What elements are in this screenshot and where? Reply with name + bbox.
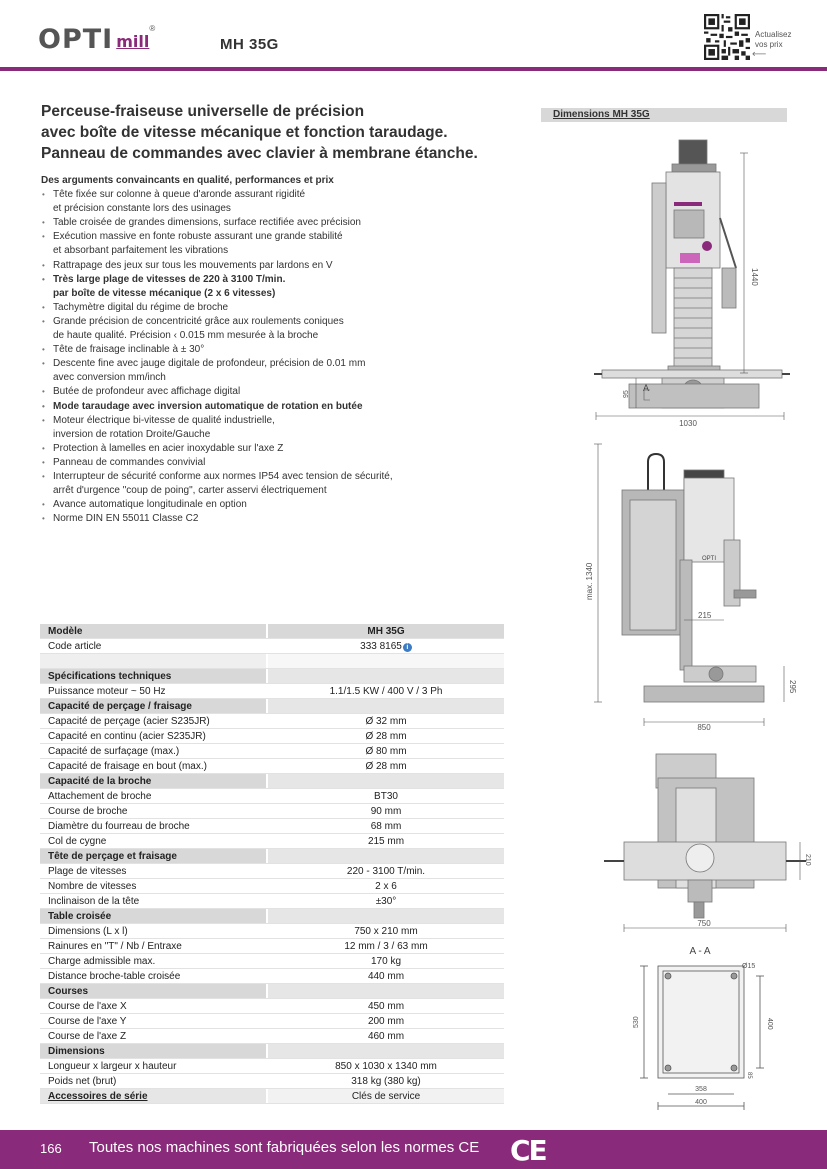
feature-item xyxy=(41,400,511,414)
spec-value: 318 kg (380 kg) xyxy=(351,1076,421,1087)
front-width-label: 1030 xyxy=(679,419,697,428)
feature-line: • Tête fixée sur colonne à queue d'aronde assurant rigidité xyxy=(53,189,306,201)
feature-line-cont: arrêt d'urgence "coup de poing", carter asservi électriquement xyxy=(53,485,327,497)
spec-row xyxy=(40,759,504,774)
front-small-label: 95 xyxy=(623,390,630,398)
feature-line: • Descente fine avec jauge digitale de profondeur, précision de 0.01 mm xyxy=(53,358,366,370)
feature-line: • Mode taraudage avec inversion automatique de rotation en butée xyxy=(53,400,363,412)
feature-item xyxy=(41,512,511,526)
spec-label: Longueur x largeur x hauteur xyxy=(40,1059,268,1073)
feature-line: • Butée de profondeur avec affichage digital xyxy=(53,386,241,398)
spec-label: Course de l'axe X xyxy=(40,999,268,1013)
feature-item xyxy=(41,259,511,273)
feature-line: • Panneau de commandes convivial xyxy=(53,456,206,468)
spec-code-label: Code article xyxy=(40,639,268,653)
spec-row xyxy=(40,1014,504,1029)
spec-value: Ø 28 mm xyxy=(365,761,407,772)
front-section-label: A xyxy=(643,383,650,393)
spec-label: Col de cygne xyxy=(40,834,268,848)
spec-row xyxy=(40,939,504,954)
feature-line: • Moteur électrique bi-vitesse de qualité industrielle, xyxy=(53,414,275,426)
header-accent-bar xyxy=(0,67,827,71)
top-view-drawing xyxy=(594,748,816,938)
spec-section-row xyxy=(40,669,504,684)
spec-row xyxy=(40,894,504,909)
feature-item xyxy=(41,315,511,343)
spec-header-value: MH 35G xyxy=(268,624,504,638)
feature-line: • Rattrapage des jeux sur tous les mouvements par lardons en V xyxy=(53,259,333,271)
spec-row xyxy=(40,744,504,759)
qr-code-icon[interactable] xyxy=(704,14,750,60)
arrow-left-icon: ⟵ xyxy=(752,49,767,60)
spec-row xyxy=(40,789,504,804)
footer-text: Toutes nos machines sont fabriquées selon les normes CE xyxy=(89,1139,480,1156)
spec-label: Charge admissible max. xyxy=(40,954,268,968)
spec-row xyxy=(40,879,504,894)
spec-value: 12 mm / 3 / 63 mm xyxy=(344,941,428,952)
brand-logo xyxy=(38,26,155,53)
spec-label: Nombre de vitesses xyxy=(40,879,268,893)
spec-accessories-value: Clés de service xyxy=(268,1089,504,1103)
spec-value: 750 x 210 mm xyxy=(354,926,418,937)
feature-item xyxy=(41,216,511,230)
spec-section-title: Courses xyxy=(40,984,268,998)
spec-row xyxy=(40,924,504,939)
section-small-label: 85 xyxy=(746,1072,752,1079)
spec-row xyxy=(40,1074,504,1089)
spec-value: 220 - 3100 T/min. xyxy=(346,866,426,877)
spec-value: Ø 32 mm xyxy=(365,716,407,727)
spec-table xyxy=(40,624,504,1104)
feature-line: • Tachymètre digital du régime de broche xyxy=(53,301,229,313)
spec-value: 850 x 1030 x 1340 mm xyxy=(335,1061,437,1072)
info-icon[interactable]: i xyxy=(403,643,412,652)
spec-section-row xyxy=(40,1044,504,1059)
spec-accessories-row xyxy=(40,1089,504,1104)
svg-text:OPTI: OPTI xyxy=(702,556,717,562)
spec-section-row xyxy=(40,699,504,714)
spec-label: Capacité de surfaçage (max.) xyxy=(40,744,268,758)
spec-label: Puissance moteur ~ 50 Hz xyxy=(40,684,268,698)
feature-item xyxy=(41,343,511,357)
spec-label: Capacité en continu (acier S235JR) xyxy=(40,729,268,743)
top-width-label: 750 xyxy=(697,919,711,928)
spec-label: Poids net (brut) xyxy=(40,1074,268,1088)
spec-section-row xyxy=(40,849,504,864)
feature-line: • Norme DIN EN 55011 Classe C2 xyxy=(53,513,199,525)
qr-caption xyxy=(755,30,791,50)
spec-row xyxy=(40,819,504,834)
feature-items xyxy=(41,188,511,526)
spec-row xyxy=(40,1029,504,1044)
spec-label: Course de l'axe Z xyxy=(40,1029,268,1043)
spec-row xyxy=(40,969,504,984)
section-title: A - A xyxy=(689,946,711,957)
spec-label: Dimensions (L x l) xyxy=(40,924,268,938)
feature-line: • Tête de fraisage inclinable à ± 30° xyxy=(53,344,205,356)
spec-code-row xyxy=(40,639,504,654)
page-number: 166 xyxy=(40,1141,62,1156)
feature-line: • Protection à lamelles en acier inoxydable sur l'axe Z xyxy=(53,442,284,454)
spec-value: 90 mm xyxy=(370,806,402,817)
spec-section-title: Capacité de perçage / fraisage xyxy=(40,699,268,713)
feature-item xyxy=(41,301,511,315)
title-line-3: Panneau de commandes avec clavier à membrane étanche. xyxy=(41,145,478,162)
feature-line: • Interrupteur de sécurité conforme aux normes IP54 avec tension de sécurité, xyxy=(53,470,393,482)
spec-label: Plage de vitesses xyxy=(40,864,268,878)
spec-row xyxy=(40,804,504,819)
spec-sections xyxy=(40,669,504,1089)
feature-item xyxy=(41,470,511,498)
page-footer xyxy=(0,1130,827,1169)
feature-line: • Très large plage de vitesses de 220 à 3100 T/min. xyxy=(53,273,286,285)
qr-caption-line2: vos prix xyxy=(755,40,783,49)
spec-row xyxy=(40,729,504,744)
feature-line-cont: et absorbant parfaitement les vibrations xyxy=(53,245,229,257)
front-height-label: 1440 xyxy=(750,268,759,286)
feature-line: • Grande précision de concentricité grâce aux roulements coniques xyxy=(53,315,344,327)
side-throat-label: 215 xyxy=(698,611,712,620)
feature-item xyxy=(41,414,511,442)
section-inner-label: 400 xyxy=(766,1018,773,1030)
feature-item xyxy=(41,498,511,512)
spec-header-row xyxy=(40,624,504,639)
side-base-label: 295 xyxy=(788,680,797,694)
spec-value: 440 mm xyxy=(367,971,405,982)
spec-code-value: 333 8165 xyxy=(360,641,402,652)
spec-label: Course de broche xyxy=(40,804,268,818)
feature-item xyxy=(41,357,511,385)
spec-code-value-cell xyxy=(268,639,504,653)
spec-value: 215 mm xyxy=(367,836,405,847)
spec-label: Inclinaison de la tête xyxy=(40,894,268,908)
title-line-1: Perceuse-fraiseuse universelle de précision xyxy=(41,103,365,120)
side-width-label: 850 xyxy=(697,723,711,732)
spec-value: 450 mm xyxy=(367,1001,405,1012)
spec-row xyxy=(40,954,504,969)
side-view-drawing xyxy=(584,440,804,732)
brand-opti: OPTI xyxy=(38,24,114,55)
spec-value: 200 mm xyxy=(367,1016,405,1027)
spec-section-title: Capacité de la broche xyxy=(40,774,268,788)
spec-row xyxy=(40,834,504,849)
feature-item xyxy=(41,230,511,258)
section-height-label: 530 xyxy=(633,1016,640,1028)
spec-label: Attachement de broche xyxy=(40,789,268,803)
section-view-drawing xyxy=(630,942,780,1114)
spec-label: Diamètre du fourreau de broche xyxy=(40,819,268,833)
top-depth-label: 210 xyxy=(804,854,811,866)
feature-list xyxy=(41,174,511,526)
spec-label: Capacité de fraisage en bout (max.) xyxy=(40,759,268,773)
spec-label: Distance broche-table croisée xyxy=(40,969,268,983)
feature-line-cont: inversion de rotation Droite/Gauche xyxy=(53,428,211,440)
feature-item xyxy=(41,188,511,216)
spec-accessories-label[interactable]: Accessoires de série xyxy=(40,1089,268,1103)
product-title xyxy=(41,101,511,164)
page-header xyxy=(0,0,827,72)
feature-item xyxy=(41,273,511,301)
spec-section-title: Table croisée xyxy=(40,909,268,923)
feature-line: • Table croisée de grandes dimensions, surface rectifiée avec précision xyxy=(53,217,361,229)
spec-value: Ø 80 mm xyxy=(365,746,407,757)
section-outer-width-label: 400 xyxy=(695,1099,707,1106)
spec-label: Capacité de perçage (acier S235JR) xyxy=(40,714,268,728)
spec-row xyxy=(40,1059,504,1074)
dimensions-heading: Dimensions MH 35G xyxy=(541,108,787,122)
feature-line-cont: par boîte de vitesse mécanique (2 x 6 vitesses) xyxy=(53,287,276,299)
model-heading: MH 35G xyxy=(220,36,279,53)
spec-value: 68 mm xyxy=(370,821,402,832)
section-inner-width-label: 358 xyxy=(695,1086,707,1093)
spec-value: 2 x 6 xyxy=(375,881,397,892)
feature-line-cont: et précision constante lors des usinages xyxy=(53,203,231,215)
front-view-drawing xyxy=(584,128,794,428)
features-heading: Des arguments convaincants en qualité, performances et prix xyxy=(41,175,334,186)
spec-section-row xyxy=(40,984,504,999)
spec-value: 460 mm xyxy=(367,1031,405,1042)
spec-value: 170 kg xyxy=(370,956,402,967)
spec-row xyxy=(40,864,504,879)
spec-section-row xyxy=(40,774,504,789)
spec-row xyxy=(40,684,504,699)
feature-line: • Exécution massive en fonte robuste assurant une grande stabilité xyxy=(53,231,343,243)
spec-blank-row xyxy=(40,654,504,669)
spec-label: Course de l'axe Y xyxy=(40,1014,268,1028)
spec-value: Ø 28 mm xyxy=(365,731,407,742)
spec-section-row xyxy=(40,909,504,924)
feature-item xyxy=(41,456,511,470)
spec-section-title: Dimensions xyxy=(40,1044,268,1058)
feature-item xyxy=(41,385,511,399)
feature-line-cont: de haute qualité. Précision ‹ 0.015 mm mesurée à la broche xyxy=(53,330,319,342)
brand-reg: ® xyxy=(149,24,156,33)
title-line-2: avec boîte de vitesse mécanique et fonction taraudage. xyxy=(41,124,448,141)
spec-section-title: Spécifications techniques xyxy=(40,669,268,683)
spec-row xyxy=(40,714,504,729)
spec-section-title: Tête de perçage et fraisage xyxy=(40,849,268,863)
side-height-label: max. 1340 xyxy=(585,562,594,600)
feature-line: • Avance automatique longitudinale en option xyxy=(53,499,247,511)
spec-value: 1.1/1.5 KW / 400 V / 3 Ph xyxy=(329,686,443,697)
spec-value: BT30 xyxy=(374,791,398,802)
qr-caption-line1: Actualisez xyxy=(755,30,792,39)
feature-line-cont: avec conversion mm/inch xyxy=(53,372,166,384)
spec-row xyxy=(40,999,504,1014)
spec-label: Rainures en "T" / Nb / Entraxe xyxy=(40,939,268,953)
feature-item xyxy=(41,442,511,456)
ce-mark-icon: CE xyxy=(510,1134,546,1167)
spec-value: ±30° xyxy=(375,896,397,907)
spec-header-label: Modèle xyxy=(40,624,268,638)
brand-mill: mill xyxy=(116,32,150,51)
section-hole-label: Ø15 xyxy=(742,963,756,970)
